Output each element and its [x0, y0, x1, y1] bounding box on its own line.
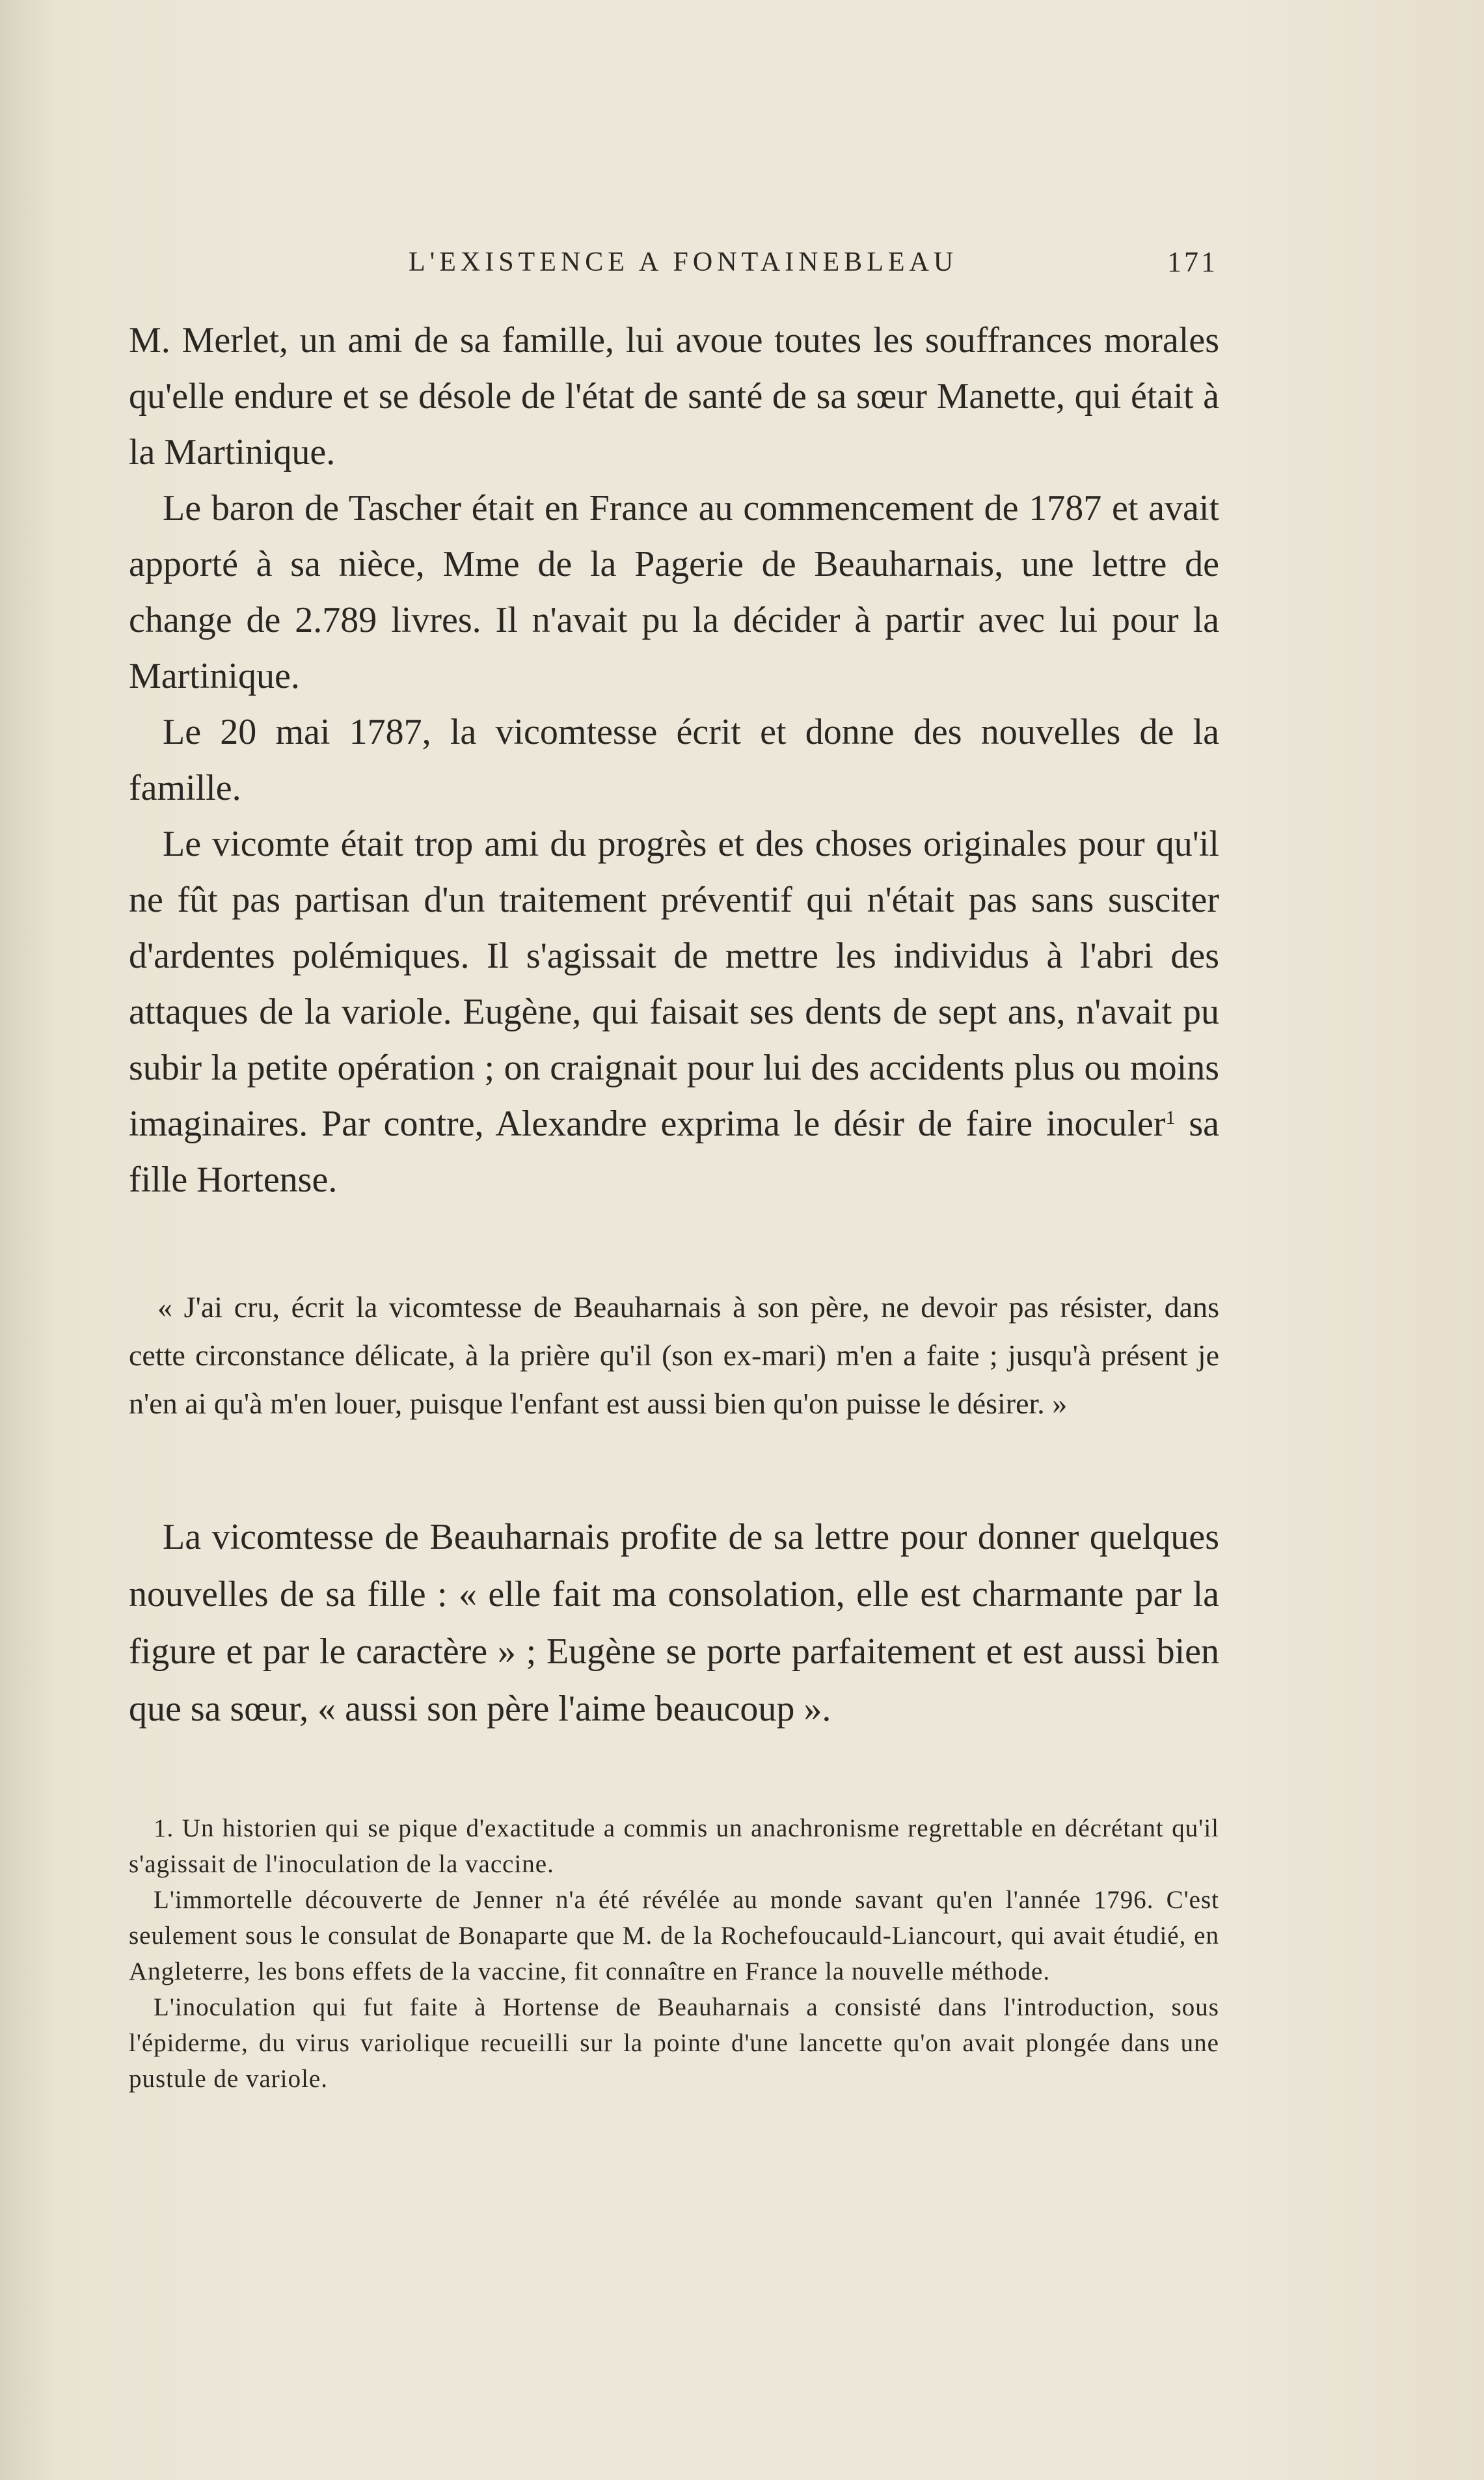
footnote-mark: 1	[1165, 1107, 1176, 1128]
main-text-continued	[129, 1508, 1219, 1737]
page-header	[130, 239, 1218, 285]
footnote: L'inoculation qui fut faite à Hortense de Beauharnais a consisté dans l'introduction, sous l'épiderme, du virus variolique recueilli sur la pointe d'une lancette qu'on avait plongée dans une pustule de variole.	[129, 1993, 1219, 2093]
quote-text: « J'ai cru, écrit la vicomtesse de Beauharnais à son père, ne devoir pas résister, dans cette circonstance délicate, à la prière qu'il (son ex-mari) m'en a faite ; jusqu'à présent je n'en ai qu'à m'en louer, puisque l'enfant est aussi bien qu'on puisse le désirer. »	[129, 1290, 1219, 1420]
paragraph: Le baron de Tascher était en France au commencement de 1787 et avait apporté à sa nièce, Mme de la Pagerie de Beauharnais, une lettre de change de 2.789 livres. Il n'avait pu la décider à partir avec lui pour la Martinique.	[129, 488, 1219, 696]
running-title: L'EXISTENCE A FONTAINEBLEAU	[409, 247, 958, 277]
footnotes	[129, 1810, 1219, 2097]
paragraph-text: sa fille Hortense.	[129, 1104, 1219, 1200]
footnote: L'immortelle découverte de Jenner n'a été révélée au monde savant qu'en l'année 1796. C'est seulement sous le consulat de Bonaparte que M. de la Rochefoucauld-Liancourt, qui avait étudié, en Angleterre, les bons effets de la vaccine, fit connaître en France la nouvelle méthode.	[129, 1886, 1219, 1985]
paragraph: Le 20 mai 1787, la vicomtesse écrit et donne des nouvelles de la famille.	[129, 712, 1219, 808]
paragraph-text: Le vicomte était trop ami du progrès et des choses originales pour qu'il ne fût pas partisan d'un traitement préventif qui n'était pas sans susciter d'ardentes polémiques. Il s'agissait de mettre les individus à l'abri des attaques de la variole. Eugène, qui faisait ses dents de sept ans, n'avait pu subir la petite opération ; on craignait pour lui des accidents plus ou moins imaginaires. Par contre, Alexandre exprima le désir de faire inoculer	[129, 824, 1219, 1144]
paragraph-vaccine	[129, 816, 1219, 1208]
main-text	[129, 312, 1219, 1208]
block-quote	[129, 1283, 1219, 1428]
page-number: 171	[1167, 246, 1218, 278]
paragraph: M. Merlet, un ami de sa famille, lui avoue toutes les souffrances morales qu'elle endure et se désole de l'état de santé de sa sœur Manette, qui était à la Martinique.	[129, 320, 1219, 472]
footnote: 1. Un historien qui se pique d'exactitude a commis un anachronisme regrettable en décrétant qu'il s'agissait de l'inoculation de la vaccine.	[129, 1814, 1219, 1878]
paragraph: La vicomtesse de Beauharnais profite de sa lettre pour donner quelques nouvelles de sa fille : « elle fait ma consolation, elle est charmante par la figure et par le caractère » ; Eugène se porte parfaitement et est aussi bien que sa sœur, « aussi son père l'aime beaucoup ».	[129, 1517, 1219, 1729]
